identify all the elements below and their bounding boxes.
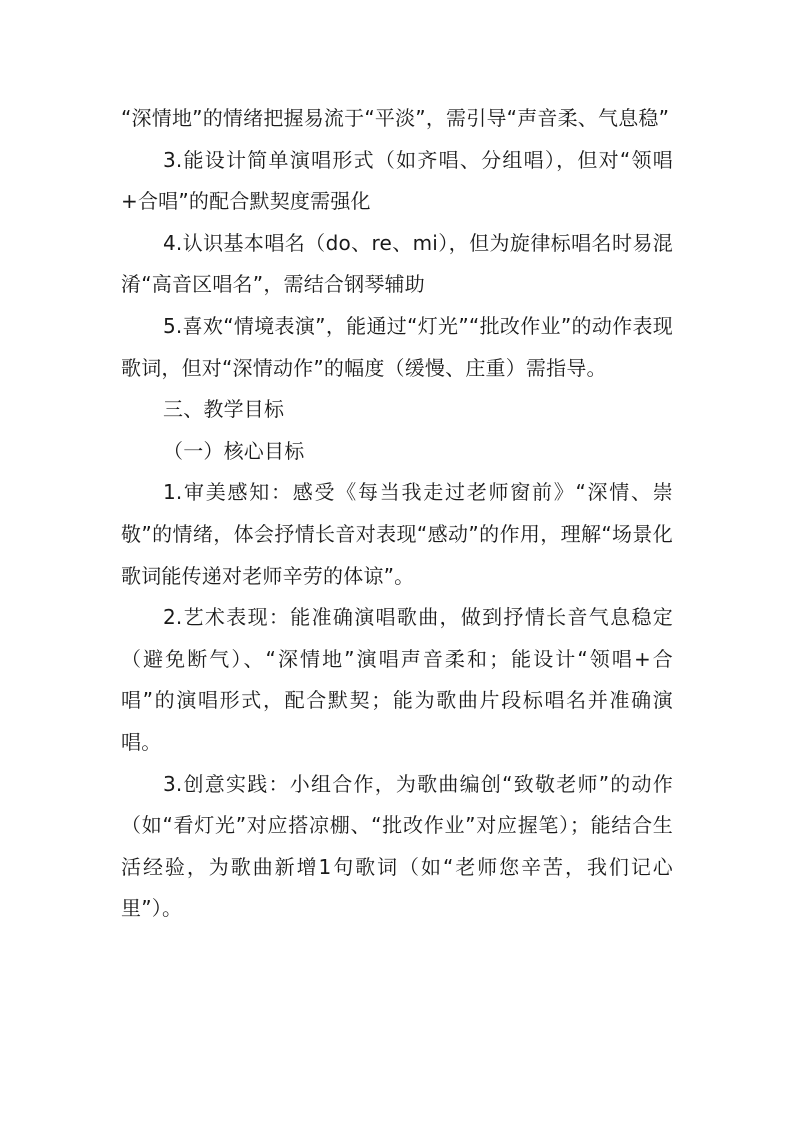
paragraph-item-4: 4.认识基本唱名（do、re、mi），但为旋律标唱名时易混淆“高音区唱名”，需结合钢琴辅助 — [121, 230, 673, 297]
document-body — [121, 98, 673, 930]
goal-artistic-expression: 2.艺术表现：能准确演唱歌曲，做到抒情长音气息稳定（避免断气）、“深情地”演唱声音柔和；能设计“领唱+合唱”的演唱形式，配合默契；能为歌曲片段标唱名并准确演唱。 — [121, 605, 673, 754]
section-heading: 三、教学目标 — [163, 397, 285, 422]
paragraph-item-5: 5.喜欢“情境表演”，能通过“灯光”“批改作业”的动作表现歌词，但对“深情动作”的幅度（缓慢、庄重）需指导。 — [121, 313, 673, 380]
subsection-heading: （一）核心目标 — [163, 438, 305, 463]
goal-aesthetic-perception: 1.审美感知：感受《每当我走过老师窗前》“深情、崇敬”的情绪，体会抒情长音对表现“感动”的作用，理解“场景化歌词能传递对老师辛劳的体谅”。 — [121, 480, 673, 588]
paragraph-continuation: “深情地”的情绪把握易流于“平淡”，需引导“声音柔、气息稳” — [121, 106, 670, 130]
paragraph-item-3: 3.能设计简单演唱形式（如齐唱、分组唱），但对“领唱+合唱”的配合默契度需强化 — [121, 147, 673, 214]
goal-creative-practice: 3.创意实践：小组合作，为歌曲编创“致敬老师”的动作（如“看灯光”对应搭凉棚、“批改作业”对应握笔）；能结合生活经验，为歌曲新增1句歌词（如“老师您辛苦，我们记心里”）。 — [121, 771, 673, 921]
